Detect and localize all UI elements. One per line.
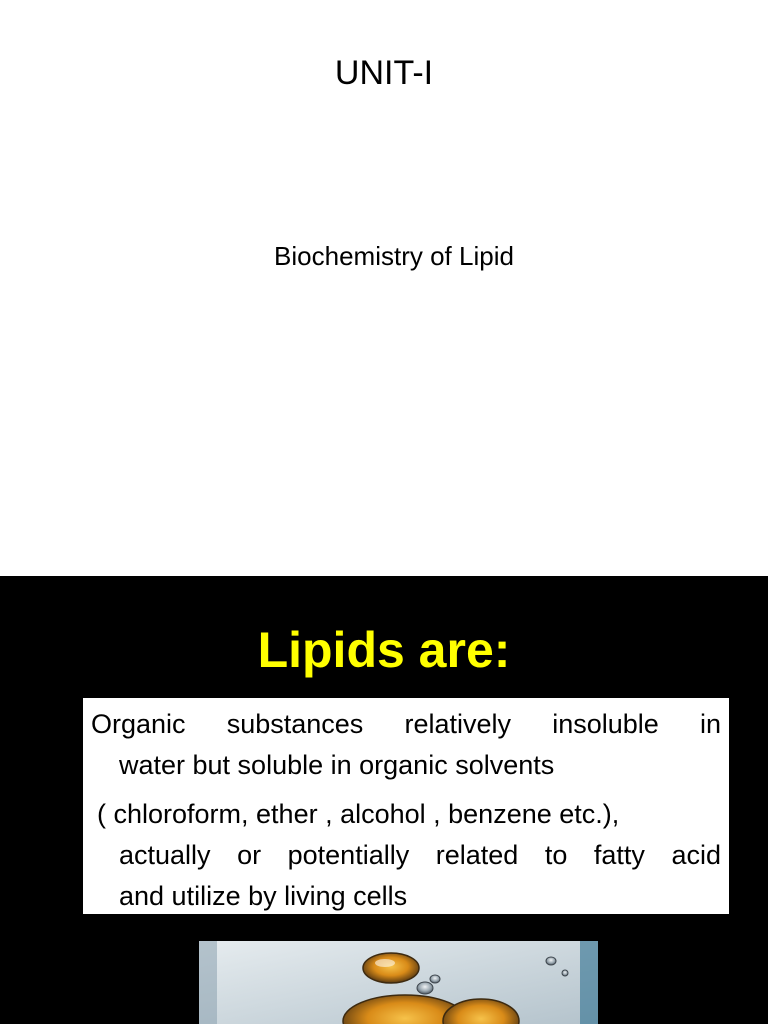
slide-subtitle: Biochemistry of Lipid: [274, 241, 514, 271]
definition-line: actually or potentially related to fatty acid: [119, 840, 721, 870]
definition-line: and utilize by living cells: [119, 881, 408, 911]
slide-lipids-definition: [0, 576, 768, 1024]
definition-line: Organic substances relatively insoluble in: [91, 709, 721, 739]
oil-droplets-image: [199, 941, 598, 1024]
definition-line: ( chloroform, ether , alcohol , benzene etc.),: [97, 799, 620, 829]
definition-line: water but soluble in organic solvents: [119, 750, 555, 780]
slide-heading: Lipids are:: [257, 622, 511, 678]
oil-droplets-illustration: [199, 941, 598, 1024]
definition-box: [83, 698, 729, 914]
slide-title: UNIT-I: [334, 54, 434, 92]
